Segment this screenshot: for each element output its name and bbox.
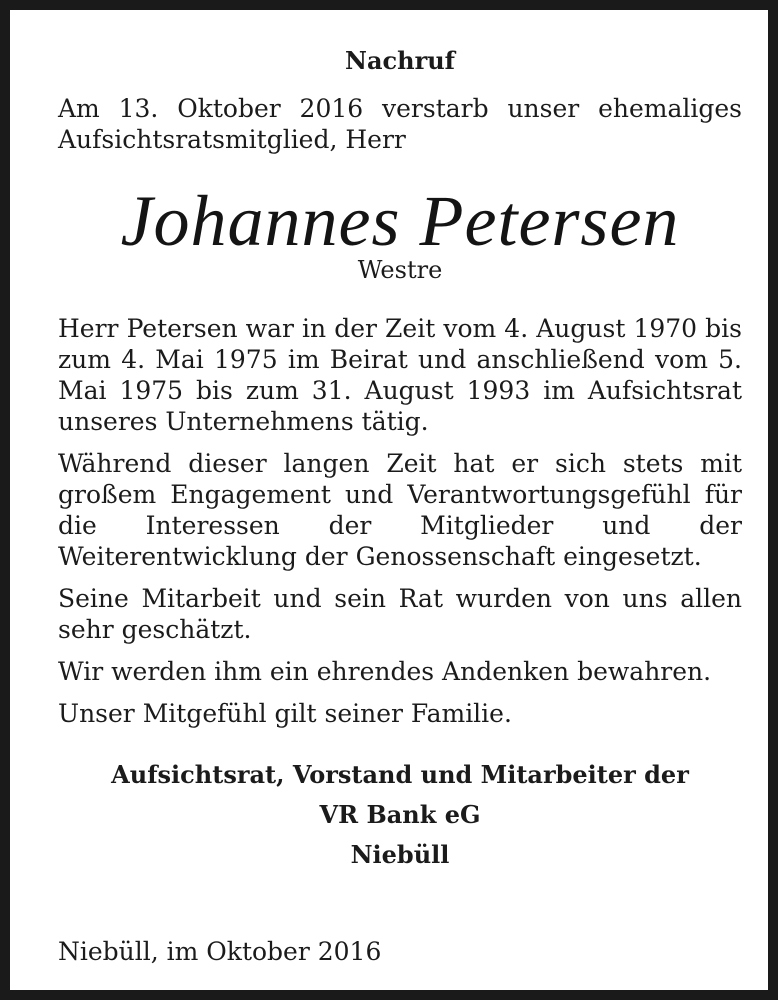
tribute-paragraph-engagement: Während dieser langen Zeit hat er sich stets mit großem Engagement und Verantwortungsgefühl für die Interessen der Mitglieder und der Weiterentwicklung der Genossenschaft eingesetzt. [58, 449, 742, 571]
signature-line-bank: VR Bank eG [319, 800, 481, 829]
tribute-paragraph-condolence: Unser Mitgefühl gilt seiner Familie. [58, 699, 512, 728]
signature-block [58, 755, 742, 875]
signature-line-organisation: Aufsichtsrat, Vorstand und Mitarbeiter der [111, 760, 689, 789]
intro-text: Am 13. Oktober 2016 verstarb unser ehemaliges Aufsichtsratsmitglied, Herr [58, 94, 742, 154]
signature-line-town: Niebüll [350, 840, 450, 869]
deceased-name: Johannes Petersen [120, 181, 680, 261]
tribute-paragraph-appreciation: Seine Mitarbeit und sein Rat wurden von uns allen sehr geschätzt. [58, 584, 742, 644]
tribute-paragraph-tenure: Herr Petersen war in der Zeit vom 4. August 1970 bis zum 4. Mai 1975 im Beirat und anschließend vom 5. Mai 1975 bis zum 31. August 1993 im Aufsichtsrat unseres Unternehmens tätig. [58, 314, 742, 436]
deceased-place: Westre [357, 256, 443, 284]
obituary-content [58, 46, 742, 875]
tribute-body [58, 313, 742, 729]
notice-heading: Nachruf [345, 46, 455, 75]
tribute-paragraph-remembrance: Wir werden ihm ein ehrendes Andenken bewahren. [58, 657, 712, 686]
dateline: Niebüll, im Oktober 2016 [58, 937, 382, 966]
